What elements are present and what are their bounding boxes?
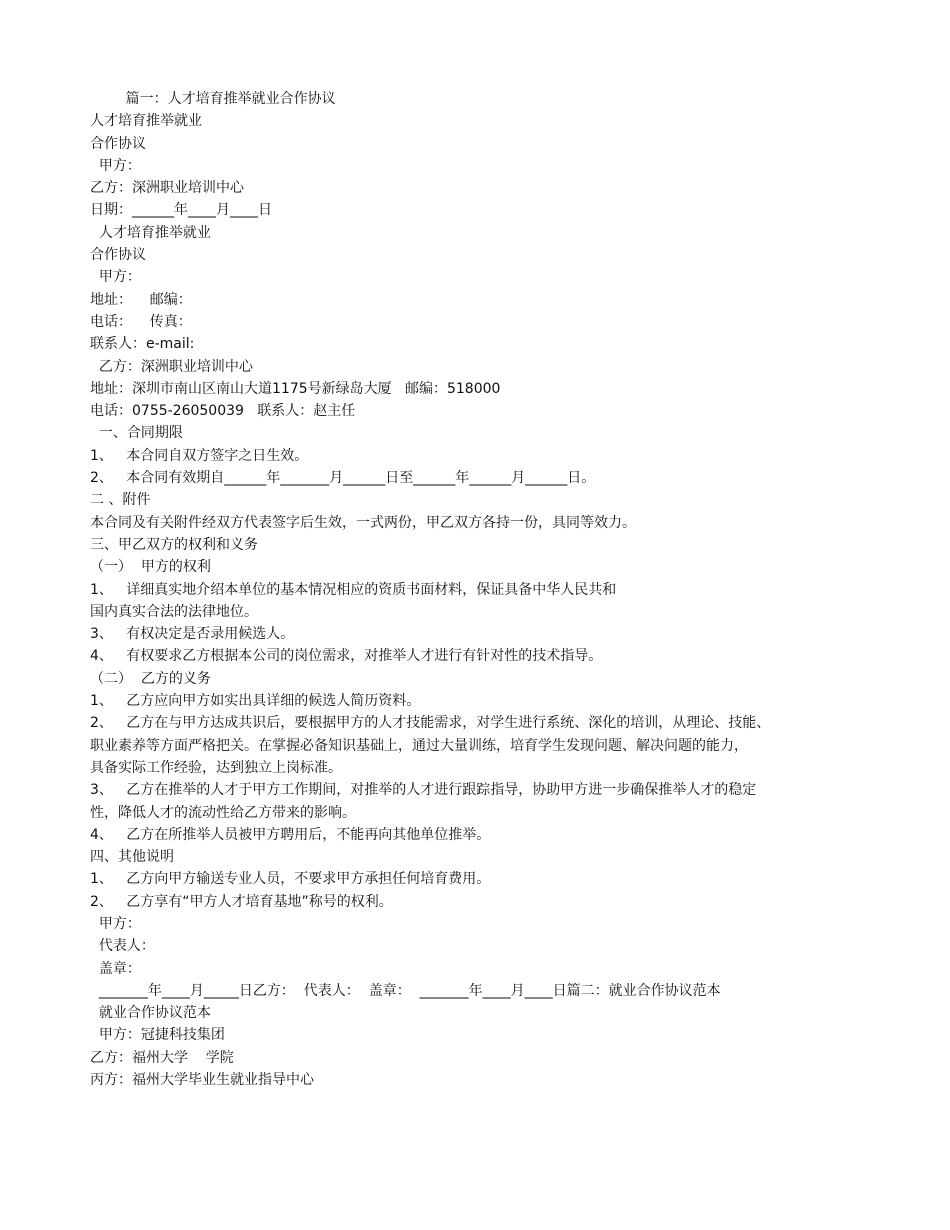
- doc-line: 日期：______年____月____日: [90, 202, 272, 219]
- doc-line: 甲方：冠捷科技集团: [90, 1027, 225, 1044]
- doc-line: 1、 乙方应向甲方如实出具详细的候选人简历资料。: [90, 693, 421, 710]
- doc-line: 人才培育推举就业: [90, 113, 202, 130]
- doc-line: 职业素养等方面严格把关。在掌握必备知识基础上，通过大量训练，培育学生发现问题、解决问题的能力，: [90, 737, 748, 754]
- doc-line: 篇一：人才培育推举就业合作协议: [90, 91, 336, 107]
- doc-line: 联系人：e-mail:: [90, 336, 195, 353]
- doc-line: 三、甲乙双方的权利和义务: [90, 536, 258, 553]
- doc-line: 合作协议: [90, 135, 146, 152]
- doc-line: 地址：深圳市南山区南山大道1175号新绿岛大厦 邮编：518000: [90, 380, 501, 397]
- document-page: [90, 88, 880, 1091]
- doc-line: 甲方：: [90, 157, 141, 174]
- doc-line: 3、 乙方在推举的人才于甲方工作期间，对推举的人才进行跟踪指导，协助甲方进一步确保推举人才的稳定: [90, 782, 757, 799]
- doc-line: 2、 乙方在与甲方达成共识后，要根据甲方的人才技能需求，对学生进行系统、深化的培训，从理论、技能、: [90, 715, 771, 732]
- doc-line: 4、 有权要求乙方根据本公司的岗位需求，对推举人才进行有针对性的技术指导。: [90, 648, 603, 665]
- doc-line: （二） 乙方的义务: [90, 670, 211, 687]
- doc-line: 四、其他说明: [90, 849, 174, 866]
- doc-line: 2、 乙方享有“甲方人才培育基地”称号的权利。: [90, 893, 393, 910]
- doc-line: 电话：0755-26050039 联系人：赵主任: [90, 403, 356, 420]
- doc-line: 乙方：深洲职业培训中心: [90, 180, 244, 197]
- doc-line: 一、合同期限: [90, 425, 183, 442]
- doc-line: 1、 详细真实地介绍本单位的基本情况相应的资质书面材料，保证具备中华人民共和: [90, 581, 617, 598]
- doc-line: 地址： 邮编：: [90, 291, 192, 308]
- doc-line: 4、 乙方在所推举人员被甲方聘用后，不能再向其他单位推举。: [90, 826, 491, 843]
- doc-line: 乙方：深洲职业培训中心: [90, 358, 253, 375]
- doc-line: 2、 本合同有效期自______年_______月______日至______年______月______日。: [90, 470, 596, 487]
- doc-line: 性，降低人才的流动性给乙方带来的影响。: [90, 804, 356, 821]
- doc-line: 电话： 传真：: [90, 313, 192, 330]
- doc-line: 本合同及有关附件经双方代表签字后生效，一式两份，甲乙双方各持一份，具同等效力。: [90, 514, 636, 531]
- doc-line: （一） 甲方的权利: [90, 559, 211, 576]
- doc-line: 3、 有权决定是否录用候选人。: [90, 626, 295, 643]
- doc-line: 国内真实合法的法律地位。: [90, 603, 258, 620]
- doc-line: 二 、附件: [90, 492, 151, 509]
- doc-line: 盖章：: [90, 960, 141, 977]
- doc-line: 就业合作协议范本: [90, 1005, 211, 1022]
- doc-line: 合作协议: [90, 247, 146, 264]
- doc-line: 乙方：福州大学 学院: [90, 1049, 234, 1066]
- doc-line: 甲方：: [90, 269, 141, 286]
- doc-line: _______年____月_____日乙方： 代表人： 盖章： _______年____月____日篇二：就业合作协议范本: [90, 982, 721, 999]
- doc-line: 甲方：: [90, 915, 141, 932]
- doc-line: 1、 乙方向甲方输送专业人员，不要求甲方承担任何培育费用。: [90, 871, 491, 888]
- doc-line: 人才培育推举就业: [90, 224, 211, 241]
- doc-line: 代表人：: [90, 938, 155, 955]
- doc-line: 丙方：福州大学毕业生就业指导中心: [90, 1072, 314, 1089]
- doc-line: 1、 本合同自双方签字之日生效。: [90, 447, 309, 464]
- doc-line: 具备实际工作经验，达到独立上岗标准。: [90, 759, 342, 776]
